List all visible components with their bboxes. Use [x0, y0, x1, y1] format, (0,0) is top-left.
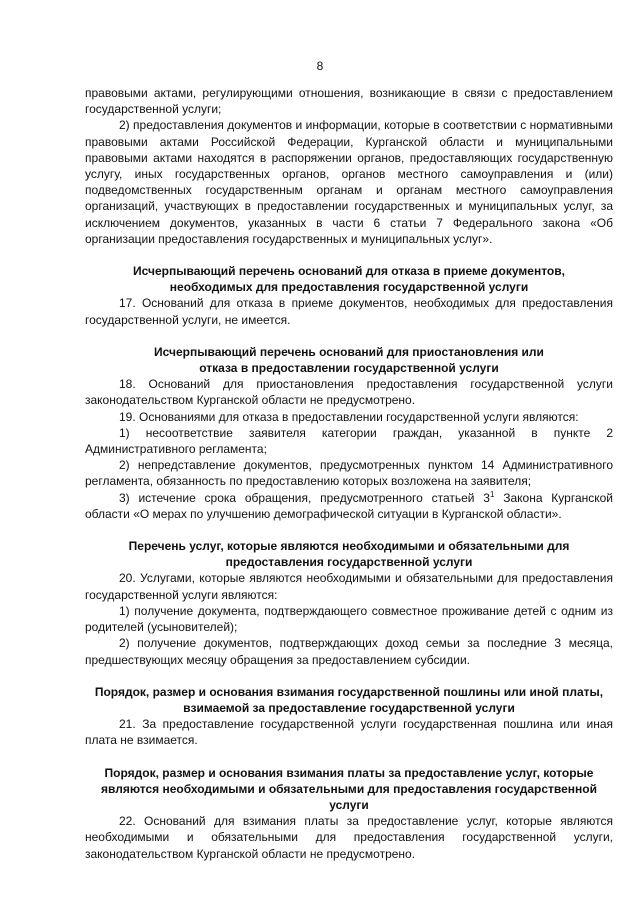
superscript: 1 [489, 489, 495, 499]
paragraph-continuation: правовыми актами, регулирующими отношения, возникающие в связи с предоставлением государственной услуги; [85, 86, 613, 117]
paragraph-20: 20. Услугами, которые являются необходимыми и обязательными для предоставления государственной услуги являются: [85, 571, 613, 602]
paragraph-19-item-2: 2) непредставление документов, предусмотренных пунктом 14 Административного регламента, обязанность по предоставлению которых возложена на заявителя; [85, 458, 613, 489]
section-heading-state-fee: Порядок, размер и основания взимания государственной пошлины или иной платы, взимаемой за предоставление государственной услуги [94, 684, 604, 715]
document-body [85, 85, 613, 862]
paragraph-19-item-3 [85, 490, 613, 522]
section-heading-suspension: Исчерпывающий перечень оснований для приостановления или отказа в предоставлении государственной услуги [154, 344, 544, 376]
paragraph-21: 21. За предоставление государственной услуги государственная пошлина или иная плата не взимается. [85, 717, 613, 748]
paragraph-17: 17. Оснований для отказа в приеме документов, необходимых для предоставления государственной услуги, не имеется. [85, 296, 613, 327]
paragraph-19-item-3-part-b: Закона Курганской области «О мерах по улучшению демографической ситуации в Курганской области». [85, 490, 614, 521]
section-heading-service-fee: Порядок, размер и основания взимания платы за предоставление услуг, которые являются необходимыми и обязательными для предоставления государственной услуги [100, 765, 598, 812]
section-heading-required-services: Перечень услуг, которые являются необходимыми и обязательными для предоставления государственной услуги [128, 539, 570, 570]
paragraph-20-item-2: 2) получение документов, подтверждающих доход семьи за последние 3 месяца, предшествующих месяцу обращения за предоставлением субсидии. [85, 636, 613, 667]
paragraph-22: 22. Оснований для взимания платы за предоставление услуг, которые являются необходимыми и обязательными для предоставления государственной услуги, законодательством Курганской области не предусмотрено. [85, 814, 613, 861]
paragraph-19: 19. Основаниями для отказа в предоставлении государственной услуги являются: [119, 409, 579, 424]
page-number: 8 [316, 59, 324, 73]
section-heading-refusal-documents: Исчерпывающий перечень оснований для отказа в приеме документов, необходимых для предоставления государственной услуги [133, 264, 565, 295]
paragraph-19-item-1: 1) несоответствие заявителя категории граждан, указанной в пункте 2 Административного регламента; [85, 425, 613, 457]
paragraph-item-2: 2) предоставления документов и информации, которые в соответствии с нормативными правовыми актами Российской Федерации, Курганской области и муниципальными правовыми актами находятся в распоряжении органов, предоставляющих государственную услугу, иных государственных органов, органов местного самоуправления и (или) подведомственных государственным органам и органам местного самоуправления организаций, участвующих в предоставлении государственных и муниципальных услуг, за исключением документов, указанных в части 6 статьи 7 Федерального закона «Об организации предоставления государственных и муниципальных услуг». [85, 118, 613, 246]
paragraph-19-item-3-part-a: 3) истечение срока обращения, предусмотренного статьей 3 [119, 490, 490, 505]
paragraph-18: 18. Оснований для приостановления предоставления государственной услуги законодательством Курганской области не предусмотрено. [85, 377, 613, 408]
paragraph-20-item-1: 1) получение документа, подтверждающего совместное проживание детей с одним из родителей (усыновителей); [85, 603, 613, 635]
